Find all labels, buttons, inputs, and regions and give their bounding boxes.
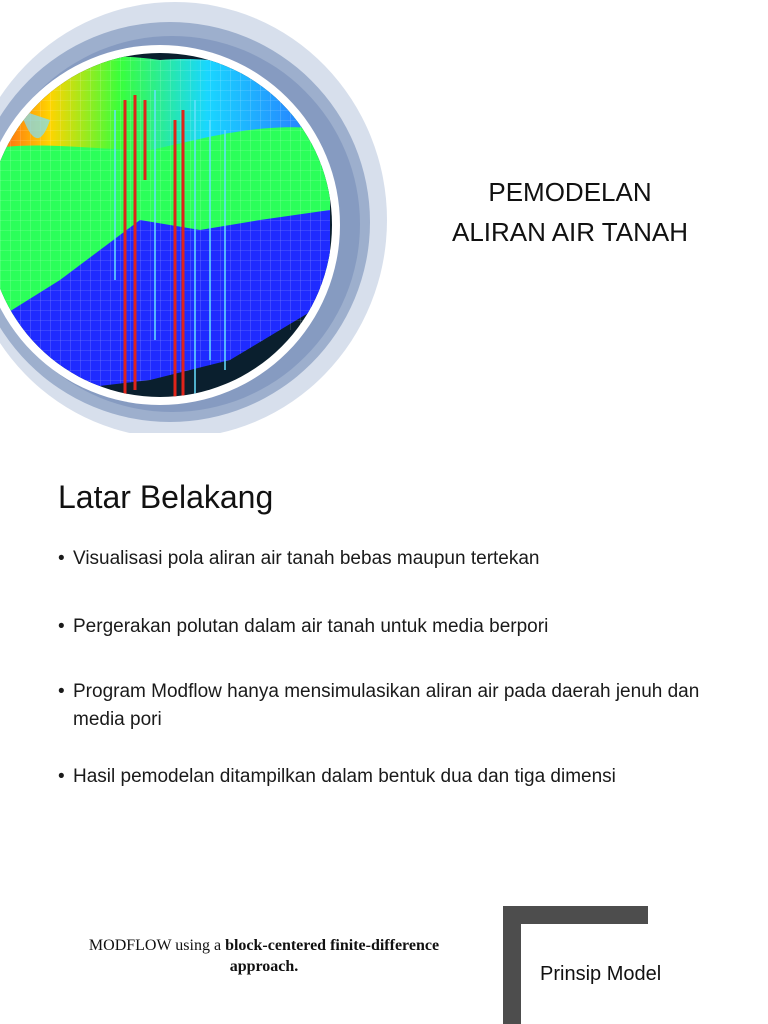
frame-top-bar [503,906,648,924]
title-line-2: ALIRAN AIR TANAH [452,217,688,247]
modflow-note [54,935,474,977]
slide-title [420,172,720,252]
list-item: • Visualisasi pola aliran air tanah bebas maupun tertekan [58,545,540,573]
slide-title: Prinsip Model [540,963,662,985]
frame-left-bar [503,906,521,1024]
list-item: • Pergerakan polutan dalam air tanah untuk media berpori [58,613,548,641]
section-heading: Latar Belakang [58,479,274,515]
list-item: • Hasil pemodelan ditampilkan dalam bentuk dua dan tiga dimensi [58,763,616,791]
title-line-1: PEMODELAN [488,177,652,207]
background-slide [0,433,768,895]
principle-slide [0,895,768,1024]
note-bold: block-centered finite-difference approach. [225,937,440,975]
title-slide [0,0,768,433]
groundwater-model-illustration [0,0,400,433]
list-item: • Program Modflow hanya mensimulasikan aliran air pada daerah jenuh dan media pori [58,678,738,734]
note-plain: MODFLOW using a [88,937,226,954]
